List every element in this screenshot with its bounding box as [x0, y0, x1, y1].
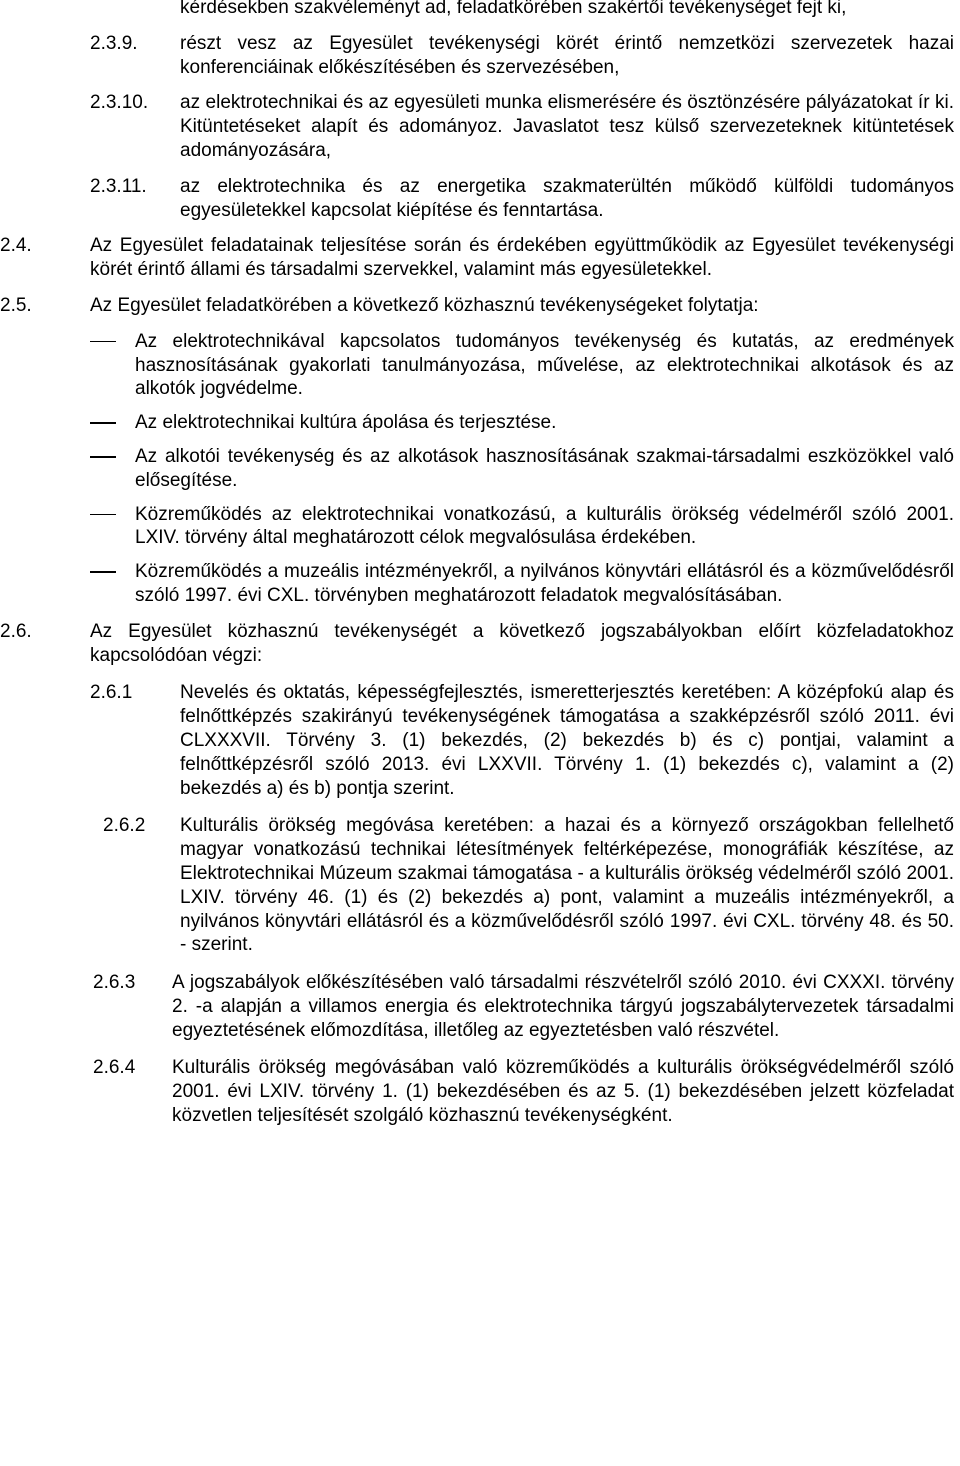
- item-2-3-10: [0, 91, 960, 162]
- section-2-5: [0, 294, 960, 318]
- subsection-number: 2.6.2: [103, 815, 146, 837]
- item-2-3-9: [0, 32, 960, 80]
- subsection-number: 2.6.4: [93, 1057, 136, 1079]
- list-item-text: Az alkotói tevékenység és az alkotások hasznosításának szakmai-társadalmi eszközökkel való elősegítése.: [135, 445, 954, 491]
- item-number: 2.3.9.: [90, 32, 138, 54]
- list-item: [0, 330, 960, 401]
- list-item: [0, 445, 960, 493]
- item-number: 2.3.10.: [90, 92, 149, 114]
- subsection-2-6-2: [0, 814, 960, 957]
- subsection-number: 2.6.3: [93, 972, 136, 994]
- subsection-text: A jogszabályok előkészítésében való társadalmi részvételről szóló 2010. évi CXXXI. törvény 2. -a alapján a villamos energia és elektrotechnika tárgyú jogszabálytervezetek társadalmi egyeztetésének előmozdítása, illetőleg az egyeztetésben való részvétel.: [172, 972, 954, 1041]
- subsection-2-6-3: [0, 971, 960, 1042]
- dash-bullet-icon: [90, 514, 116, 516]
- subsection-text: Kulturális örökség megóvása keretében: a hazai és a környező országokban fellelhető magyar vonatkozású technikai létesítmények feltérképezése, monográfiák készítése, az Elektrotechnikai Múzeum szakmai támogatása - a kulturális örökség védelméről szóló 2001. LXIV. törvény 46. (1) és (2) bekezdés a) pont, valamint a muzeális intézményekről, a nyilvános könyvtári ellátásról és a közművelődésről szóló 1997. évi CXL. törvény 48. és 50. - szerint.: [180, 815, 954, 956]
- list-item: [0, 503, 960, 551]
- section-number: 2.5.: [0, 294, 32, 316]
- list-item: [0, 411, 960, 435]
- section-text: Az Egyesület feladatkörében a következő közhasznú tevékenységeket folytatja:: [90, 294, 759, 316]
- dash-bullet-icon: [90, 341, 116, 343]
- dash-bullet-icon: [90, 422, 116, 424]
- item-text: részt vesz az Egyesület tevékenységi körét érintő nemzetközi szervezetek hazai konferenciáinak előkészítésében és szervezésében,: [180, 32, 954, 78]
- section-2-4: [0, 234, 960, 282]
- item-number: 2.3.11.: [90, 175, 147, 197]
- continuation-paragraph: [0, 0, 960, 20]
- subsection-2-6-4: [0, 1056, 960, 1127]
- list-item-text: Az elektrotechnikai kultúra ápolása és terjesztése.: [135, 412, 557, 434]
- list-item: [0, 560, 960, 608]
- section-text: Az Egyesület feladatainak teljesítése során és érdekében együttműködik az Egyesület tevékenységi körét érintő állami és társadalmi szervekkel, valamint más egyesületekkel.: [90, 235, 954, 281]
- section-number: 2.4.: [0, 235, 32, 257]
- list-item-text: Közreműködés az elektrotechnikai vonatkozású, a kulturális örökség védelméről szóló 2001. LXIV. törvény által meghatározott célok megvalósulása érdekében.: [135, 503, 954, 549]
- bullet-list: [0, 330, 960, 608]
- subsection-number: 2.6.1: [90, 682, 133, 704]
- item-text: az elektrotechnika és az energetika szakmaterültén működő külföldi tudományos egyesületekkel kapcsolat kiépítése és fenntartása.: [180, 175, 954, 221]
- subsection-2-6-1: [0, 681, 960, 800]
- item-text: az elektrotechnikai és az egyesületi munka elismerésére és ösztönzésére pályázatokat ír ki. Kitüntetéseket alapít és adományoz. Javaslatot tesz külső szervezeteknek kitüntetések adományozására,: [180, 92, 954, 161]
- continuation-text: kérdésekben szakvéleményt ad, feladatkörében szakértői tevékenységet fejt ki,: [180, 0, 847, 18]
- section-text: Az Egyesület közhasznú tevékenységét a következő jogszabályokban előírt közfeladatokhoz kapcsolódóan végzi:: [90, 620, 954, 666]
- subsection-text: Nevelés és oktatás, képességfejlesztés, ismeretterjesztés keretében: A középfokú alap és felnőttképzés szakirányú tevékenységének támogatása a szakképzésről szóló 2011. évi CLXXXVII. Törvény 3. (1) bekezdés, (2) bekezdés b) és c) pontjai, valamint a felnőttképzésről szóló 2013. évi LXXVII. Törvény 1. (1) bekezdés c), valamint a (2) bekezdés a) és b) pontja szerint.: [180, 682, 954, 799]
- list-item-text: Közreműködés a muzeális intézményekről, a nyilvános könyvtári ellátásról és a közművelődésről szóló 1997. évi CXL. törvényben meghatározott feladatok megvalósításában.: [135, 561, 954, 606]
- item-2-3-11: [0, 175, 960, 223]
- list-item-text: Az elektrotechnikával kapcsolatos tudományos tevékenység és kutatás, az eredmények hasznosításának gyakorlati tanulmányozása, művelése, az elektrotechnikai alkotások és az alkotók jogvédelme.: [135, 330, 954, 400]
- section-number: 2.6.: [0, 620, 32, 642]
- subsection-text: Kulturális örökség megóvásában való közreműködés a kulturális örökségvédelméről szóló 2001. évi LXIV. törvény 1. (1) bekezdésében és az 5. (1) bekezdésében jelzett közfeladat közvetlen teljesítését szolgáló közhasznú tevékenységként.: [172, 1057, 954, 1127]
- dash-bullet-icon: [90, 571, 116, 573]
- section-2-6: [0, 620, 960, 668]
- dash-bullet-icon: [90, 456, 116, 458]
